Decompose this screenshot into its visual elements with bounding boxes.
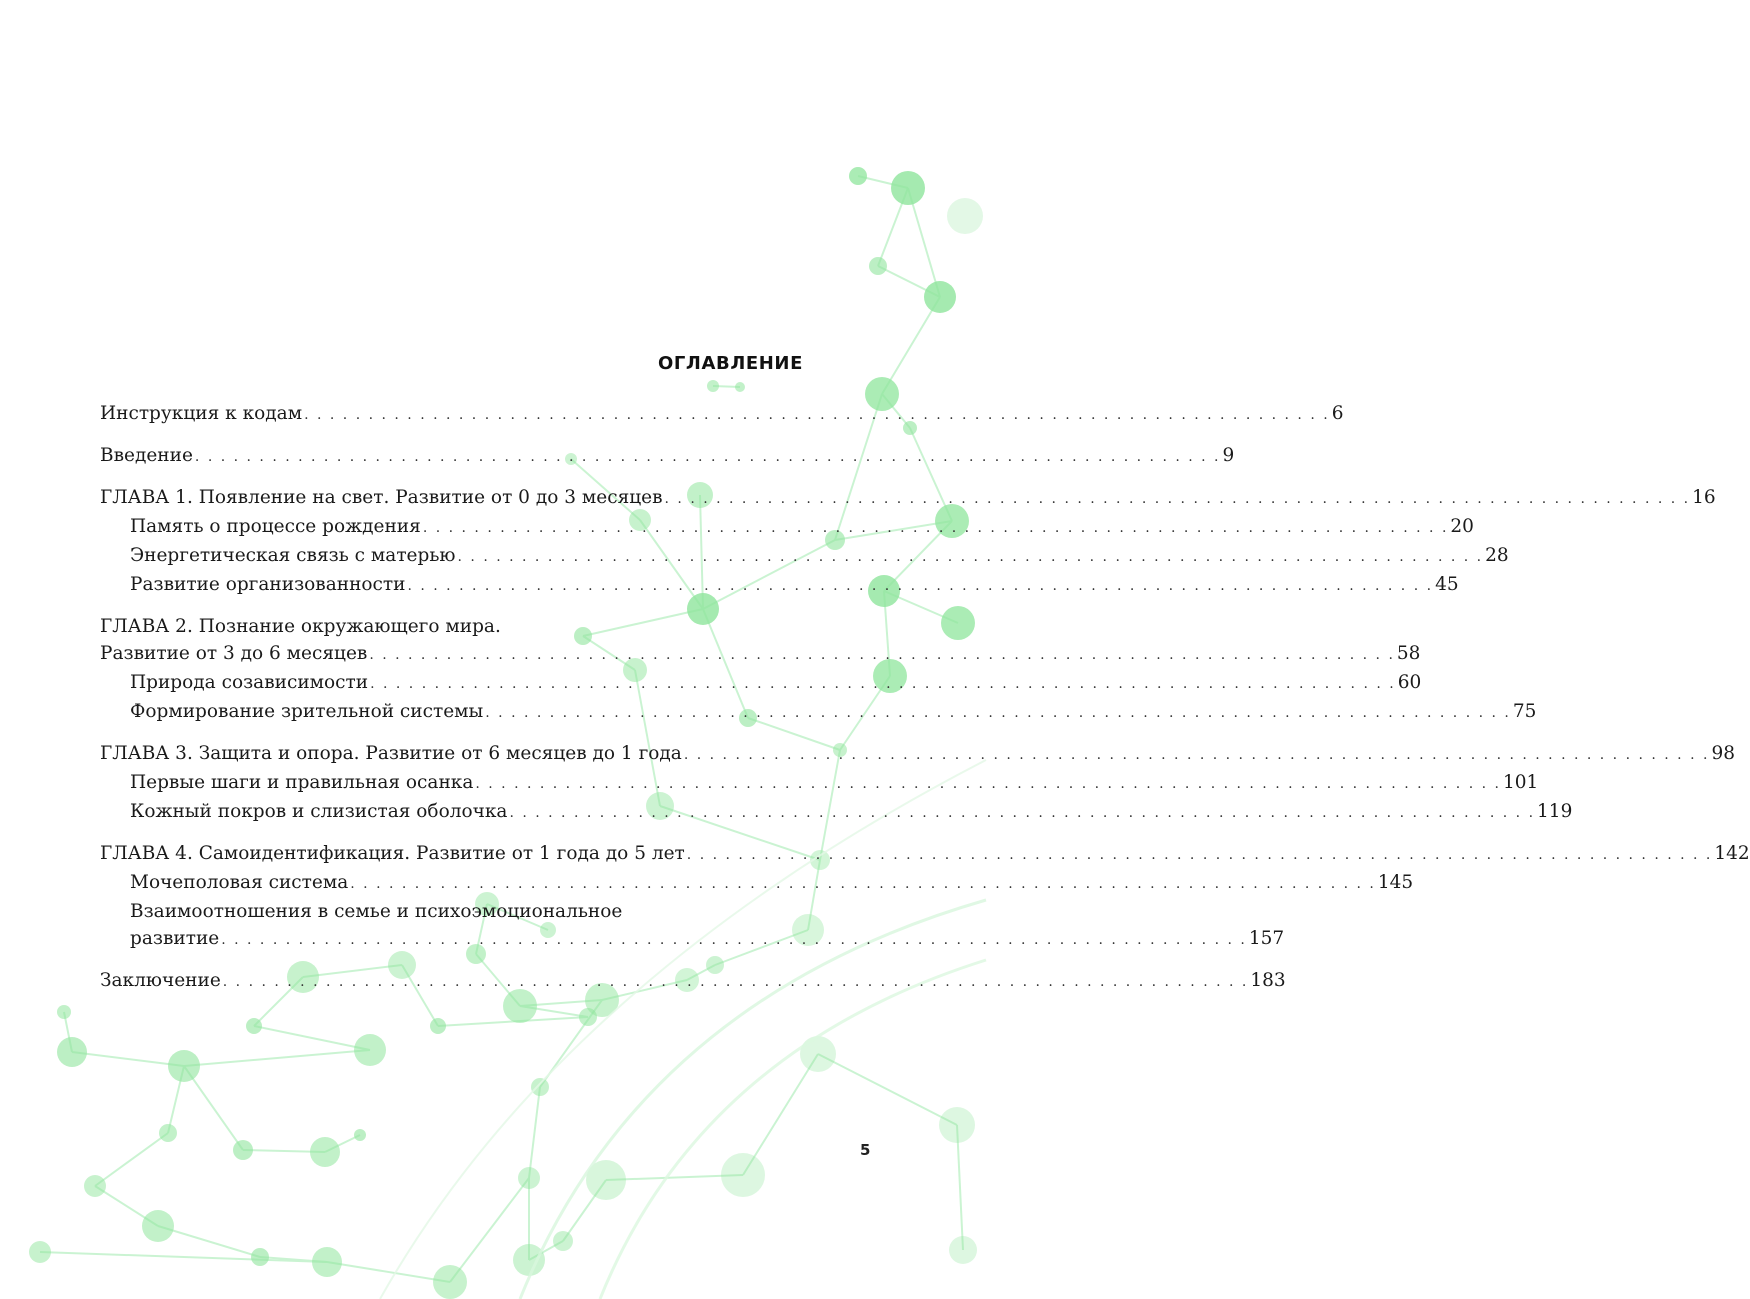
toc-entry[interactable] xyxy=(100,400,1344,429)
toc-entry-title: ГЛАВА 3. Защита и опора. Развитие от 6 месяцев до 1 года xyxy=(100,743,682,764)
toc-entry-page: 6 xyxy=(1331,403,1344,424)
leader-dots: . . . . . . . . . . . . . . . . . . . . . . . . . . . . . . . . . . . . . . . . . . . . . . . . . . . . . . . . . . . . . . . . . . . . . . . . . . . . . . . . xyxy=(222,974,1249,990)
leader-dots: . . . . . . . . . . . . . . . . . . . . . . . . . . . . . . . . . . . . . . . . . . . . . . . . . . . . . . . . . . . . . . . . . . . . . . . . . . . . . . . . xyxy=(350,876,1376,892)
leader-dots: . . . . . . . . . . . . . . . . . . . . . . . . . . . . . . . . . . . . . . . . . . . . . . . . . . . . . . . . . . . . . . . . . . . . . . . . . . . . . . . . xyxy=(221,932,1247,948)
toc-subentry[interactable] xyxy=(100,513,1474,542)
leader-dots: . . . . . . . . . . . . . . . . . . . . . . . . . . . . . . . . . . . . . . . . . . . . . . . . . . . . . . . . . . . . . . . . . . . . . . . . . . . . . . . . xyxy=(683,747,1710,763)
toc-entry-title: Первые шаги и правильная осанка xyxy=(130,772,474,793)
toc-subentry[interactable] xyxy=(100,769,1539,798)
leader-dots: . . . . . . . . . . . . . . . . . . . . . . . . . . . . . . . . . . . . . . . . . . . . . . . . . . . . . . . . . . . . . . . . . . . . . . . . . . . . . . . . xyxy=(407,578,1434,594)
toc-entry-page: 101 xyxy=(1502,772,1539,793)
table-of-contents xyxy=(100,400,1750,996)
leader-dots: . . . . . . . . . . . . . . . . . . . . . . . . . . . . . . . . . . . . . . . . . . . . . . . . . . . . . . . . . . . . . . . . . . . . . . . . . . . . . . . . xyxy=(304,407,1330,423)
toc-subentry[interactable] xyxy=(100,542,1509,571)
toc-entry-page: 9 xyxy=(1222,445,1235,466)
toc-entry-page: 75 xyxy=(1512,701,1537,722)
toc-subentry[interactable] xyxy=(100,669,1422,698)
toc-entry-title: Взаимоотношения в семье и психоэмоциональное xyxy=(130,901,623,922)
toc-entry-page: 45 xyxy=(1435,574,1459,595)
toc-entry[interactable] xyxy=(100,967,1286,996)
toc-chapter-entry[interactable] xyxy=(100,484,1716,513)
toc-entry-title: ГЛАВА 2. Познание окружающего мира. xyxy=(100,616,501,637)
toc-entry-title: Природа созависимости xyxy=(130,672,369,693)
toc-entry-title: Кожный покров и слизистая оболочка xyxy=(130,801,508,822)
toc-chapter-entry[interactable] xyxy=(100,740,1735,769)
toc-chapter-entry[interactable] xyxy=(100,613,800,640)
toc-entry-page: 157 xyxy=(1248,928,1285,949)
leader-dots: . . . . . . . . . . . . . . . . . . . . . . . . . . . . . . . . . . . . . . . . . . . . . . . . . . . . . . . . . . . . . . . . . . . . . . . . . . . . . . . . xyxy=(370,676,1396,692)
toc-entry-title: Инструкция к кодам xyxy=(100,403,303,424)
toc-chapter-entry[interactable] xyxy=(100,840,1750,869)
page-number: 5 xyxy=(860,1141,871,1159)
toc-subentry[interactable] xyxy=(100,798,1573,827)
leader-dots: . . . . . . . . . . . . . . . . . . . . . . . . . . . . . . . . . . . . . . . . . . . . . . . . . . . . . . . . . . . . . . . . . . . . . . . . . . . . . . . . xyxy=(485,705,1511,721)
toc-entry-page: 119 xyxy=(1537,801,1573,822)
toc-entry-title: Введение xyxy=(100,445,193,466)
toc-entry-title: ГЛАВА 4. Самоидентификация. Развитие от 1 года до 5 лет xyxy=(100,843,685,864)
leader-dots: . . . . . . . . . . . . . . . . . . . . . . . . . . . . . . . . . . . . . . . . . . . . . . . . . . . . . . . . . . . . . . . . . . . . . . . . . . . . . . . . xyxy=(457,549,1484,565)
leader-dots: . . . . . . . . . . . . . . . . . . . . . . . . . . . . . . . . . . . . . . . . . . . . . . . . . . . . . . . . . . . . . . . . . . . . . . . . . . . . . . . . xyxy=(194,449,1221,465)
toc-entry-page: 16 xyxy=(1692,487,1716,508)
leader-dots: . . . . . . . . . . . . . . . . . . . . . . . . . . . . . . . . . . . . . . . . . . . . . . . . . . . . . . . . . . . . . . . . . . . . . . . . . . . . . . . . xyxy=(664,491,1691,507)
toc-entry-title: Развитие организованности xyxy=(130,574,406,595)
toc-entry-title: Заключение xyxy=(100,970,221,991)
toc-entry-page: 28 xyxy=(1485,545,1509,566)
leader-dots: . . . . . . . . . . . . . . . . . . . . . . . . . . . . . . . . . . . . . . . . . . . . . . . . . . . . . . . . . . . . . . . . . . . . . . . . . . . . . . . . xyxy=(369,647,1395,663)
toc-subentry[interactable] xyxy=(100,925,1285,954)
toc-entry-title: Энергетическая связь с матерью xyxy=(130,545,456,566)
toc-entry-title: Мочеполовая система xyxy=(130,872,349,893)
toc-entry-title: Память о процессе рождения xyxy=(130,516,421,537)
toc-entry-page: 60 xyxy=(1397,672,1422,693)
toc-subentry[interactable] xyxy=(100,698,1537,727)
toc-subentry[interactable] xyxy=(100,571,1459,600)
toc-entry-title: развитие xyxy=(130,928,220,949)
toc-entry-title: ГЛАВА 1. Появление на свет. Развитие от 0 до 3 месяцев xyxy=(100,487,663,508)
leader-dots: . . . . . . . . . . . . . . . . . . . . . . . . . . . . . . . . . . . . . . . . . . . . . . . . . . . . . . . . . . . . . . . . . . . . . . . . . . . . . . . . xyxy=(686,847,1713,863)
toc-entry-page: 98 xyxy=(1711,743,1735,764)
toc-entry-page: 20 xyxy=(1450,516,1474,537)
toc-entry[interactable] xyxy=(100,442,1235,471)
leader-dots: . . . . . . . . . . . . . . . . . . . . . . . . . . . . . . . . . . . . . . . . . . . . . . . . . . . . . . . . . . . . . . . . . . . . . . . . . . . . . . . . xyxy=(475,776,1501,792)
toc-subentry[interactable] xyxy=(100,898,800,925)
toc-entry-title: Формирование зрительной системы xyxy=(130,701,484,722)
leader-dots: . . . . . . . . . . . . . . . . . . . . . . . . . . . . . . . . . . . . . . . . . . . . . . . . . . . . . . . . . . . . . . . . . . . . . . . . . . . . . . . . xyxy=(509,805,1536,821)
toc-entry-page: 145 xyxy=(1377,872,1414,893)
toc-entry-page: 142 xyxy=(1714,843,1750,864)
toc-entry-page: 58 xyxy=(1396,643,1421,664)
toc-entry-title: Развитие от 3 до 6 месяцев xyxy=(100,643,368,664)
toc-heading: ОГЛАВЛЕНИЕ xyxy=(657,353,803,374)
toc-subentry[interactable] xyxy=(100,869,1414,898)
toc-entry[interactable] xyxy=(100,640,1421,669)
leader-dots: . . . . . . . . . . . . . . . . . . . . . . . . . . . . . . . . . . . . . . . . . . . . . . . . . . . . . . . . . . . . . . . . . . . . . . . . . . . . . . . . xyxy=(422,520,1449,536)
toc-entry-page: 183 xyxy=(1250,970,1286,991)
